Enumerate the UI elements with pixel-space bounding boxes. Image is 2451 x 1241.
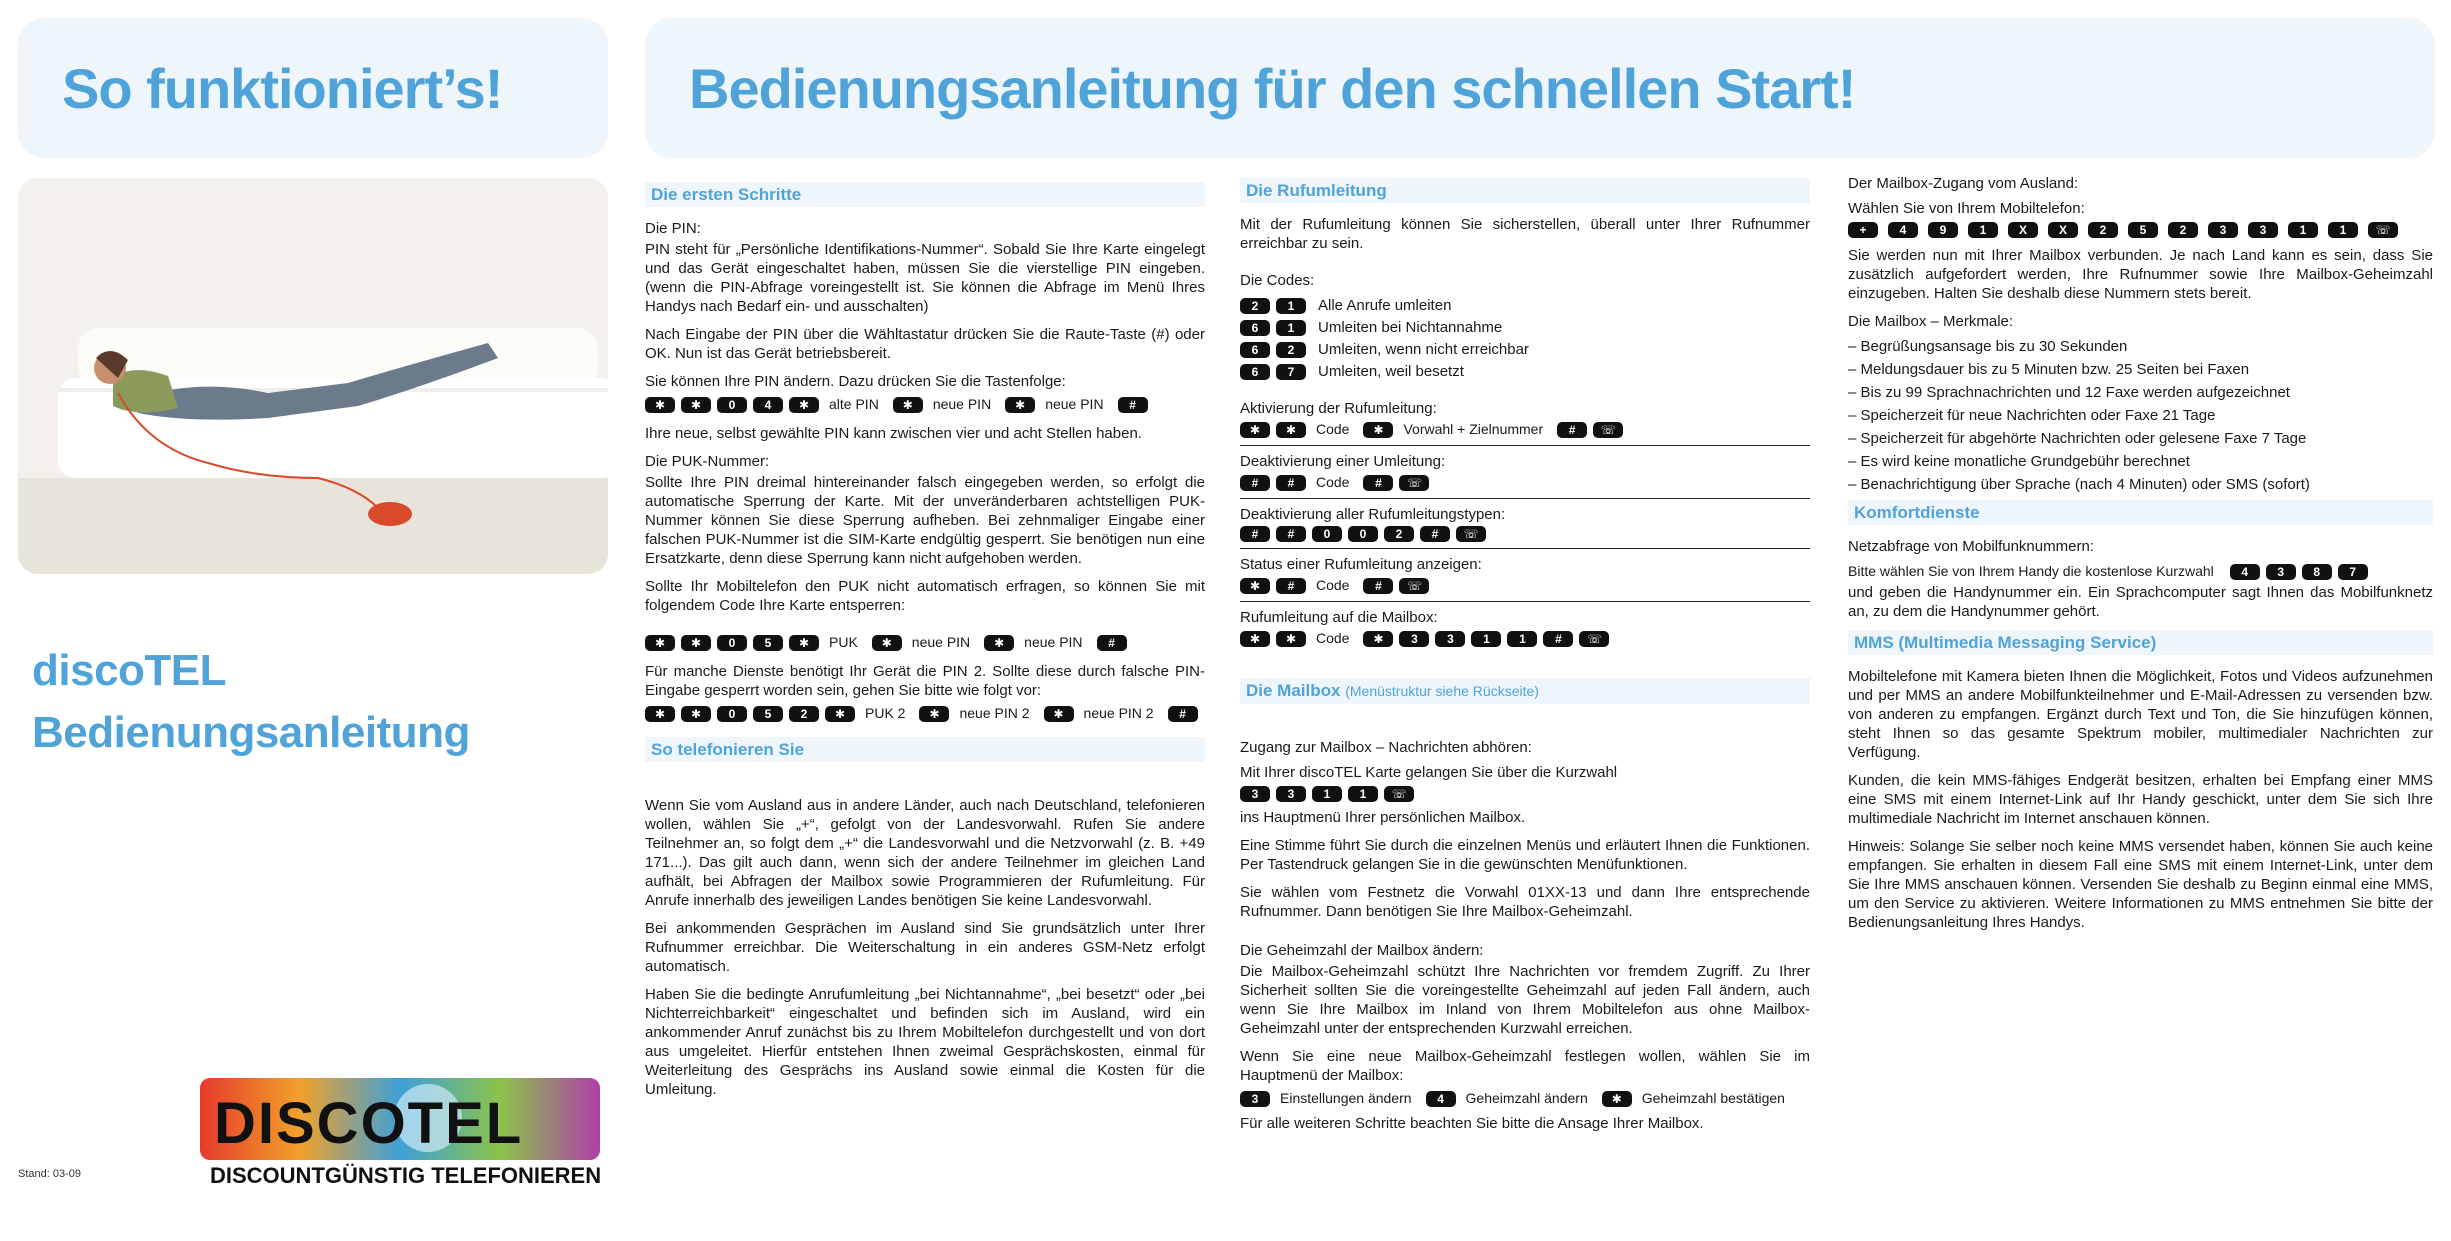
code-label: Umleiten, weil besetzt [1318, 363, 1464, 380]
right-banner-title: Bedienungsanleitung für den schnellen Start! [689, 57, 1856, 120]
key: # [1363, 475, 1393, 491]
paragraph: Bitte wählen Sie von Ihrem Handy die kostenlose Kurzwahl [1848, 563, 2214, 579]
key: # [1240, 526, 1270, 542]
key: # [1543, 631, 1573, 647]
abroad-heading: Der Mailbox-Zugang vom Ausland: [1848, 175, 2079, 192]
phone-key-icon: ☏ [1384, 786, 1414, 802]
key: ✱ [789, 635, 819, 651]
section-heading-title: Die Mailbox [1246, 681, 1341, 700]
divider [1240, 548, 1810, 549]
key: ✱ [1005, 397, 1035, 413]
key: 2 [1240, 298, 1270, 314]
code-row [1240, 318, 1810, 337]
code-row [1240, 296, 1810, 315]
key-sequence [645, 704, 1205, 723]
paragraph: Mit der Rufumleitung können Sie sicherstellen, überall unter Ihrer Rufnummer erreichbar zu sein. [1240, 216, 1810, 252]
key-sequence [1240, 473, 1810, 492]
key: ✱ [681, 706, 711, 722]
key-label: neue PIN 2 [959, 705, 1030, 721]
key-sequence [1240, 1089, 1810, 1108]
divider [1240, 445, 1810, 446]
key: 7 [2338, 564, 2368, 580]
key: # [1097, 635, 1127, 651]
key-sequence [1240, 576, 1810, 595]
key: # [1557, 422, 1587, 438]
key-label: Code [1316, 577, 1350, 593]
section-heading: Die Rufumleitung [1240, 178, 1810, 203]
paragraph: ins Hauptmenü Ihrer persönlichen Mailbox. [1240, 809, 1526, 826]
pin-heading: Die PIN: [645, 220, 701, 237]
list-item: – Speicherzeit für abgehörte Nachrichten oder gelesene Faxe 7 Tage [1848, 430, 2307, 447]
key-sequence [1240, 786, 1810, 802]
paragraph: Netzabfrage von Mobilfunknummern: [1848, 538, 2094, 555]
list-item: – Bis zu 99 Sprachnachrichten und 12 Faxe werden aufgezeichnet [1848, 384, 2290, 401]
left-banner [18, 18, 608, 158]
key: ✱ [789, 397, 819, 413]
key-label: neue PIN [911, 634, 971, 650]
key-label: PUK [829, 634, 858, 650]
paragraph: Die Mailbox-Geheimzahl schützt Ihre Nachrichten vor fremdem Zugriff. Zu Ihrer Sicherheit sollten Sie die voreingestellte Geheimzahl auf jeden Fall ändern, auch wenn Sie Ihre Mailbox im Inland von Ihrem Mobiltelefon aus ohne Mailbox-Geheimzahl unter der entsprechenden Kurzwahl erreichen. [1240, 963, 1810, 1037]
section-heading: Die ersten Schritte [645, 182, 1205, 207]
key: 1 [2328, 222, 2358, 238]
key: ✱ [645, 635, 675, 651]
key: # [1276, 578, 1306, 594]
phone-key-icon: ☏ [1579, 631, 1609, 647]
column-first-steps [645, 182, 1205, 1108]
paragraph: Haben Sie die bedingte Anrufumleitung „bei Nichtannahme“, „bei besetzt“ oder „bei Nichterreichbarkeit“ eingeschaltet und befinden sich im Ausland, wird ein ankommender Anruf zunächst bis zu Ihrem Mobiltelefon durchgestellt und von dort aus umgeleitet. Hierfür entstehen Ihnen zweimal Gesprächskosten, einmal für Weiterleitung des Gesprächs ins Ausland sowie einmal die Kosten für die Umleitung. [645, 986, 1205, 1098]
edition-date: Stand: 03-09 [18, 1168, 81, 1180]
key: 2 [2088, 222, 2118, 238]
list-item: – Begrüßungsansage bis zu 30 Sekunden [1848, 338, 2128, 355]
right-banner [645, 18, 2435, 158]
hero-photo [18, 178, 608, 574]
status-heading: Status einer Rufumleitung anzeigen: [1240, 556, 1482, 573]
key: ✱ [1240, 578, 1270, 594]
key: 4 [1426, 1091, 1456, 1107]
key: # [1118, 397, 1148, 413]
codes-list [1240, 296, 1810, 381]
paragraph: Mobiltelefone mit Kamera bieten Ihnen die Möglichkeit, Fotos und Videos aufzunehmen und per MMS an andere Mobilfunkteilnehmer und E-Mail-Adressen zu versenden bzw. von anderen zu empfangen. Ergänzt durch Text und Ton, die Sie hinzufügen können, steht Ihnen so das gesamte Spektrum mobiler, multimedialer Nachrichten zur Verfügung. [1848, 668, 2433, 761]
key: ✱ [681, 635, 711, 651]
paragraph: und geben die Handynummer ein. Ein Sprachcomputer sagt Ihnen das Mobilfunknetz an, zu dem die Handynummer gehört. [1848, 584, 2433, 620]
codes-heading: Die Codes: [1240, 272, 1315, 289]
activation-heading: Aktivierung der Rufumleitung: [1240, 400, 1437, 417]
key: ✱ [645, 706, 675, 722]
paragraph: Wählen Sie von Ihrem Mobiltelefon: [1848, 200, 2085, 217]
code-label: Alle Anrufe umleiten [1318, 297, 1452, 314]
key: 0 [1348, 526, 1378, 542]
key-label: neue PIN 2 [1083, 705, 1154, 721]
phone-key-icon: ☏ [1593, 422, 1623, 438]
divider [1240, 601, 1810, 602]
phone-key-icon: ☏ [1399, 475, 1429, 491]
paragraph: Für manche Dienste benötigt Ihr Gerät die PIN 2. Sollte diese durch falsche PIN-Eingabe gesperrt worden sein, gehen Sie bitte wie folgt vor: [645, 663, 1205, 699]
key-label: Code [1316, 630, 1350, 646]
key: 0 [1312, 526, 1342, 542]
puk-heading: Die PUK-Nummer: [645, 453, 770, 470]
key: 3 [1240, 1091, 1270, 1107]
key: 1 [1471, 631, 1501, 647]
deactivation-all-heading: Deaktivierung aller Rufumleitungstypen: [1240, 506, 1506, 523]
key: # [1276, 475, 1306, 491]
pin-change-heading: Die Geheimzahl der Mailbox ändern: [1240, 942, 1484, 959]
paragraph: Sie können Ihre PIN ändern. Dazu drücken Sie die Tastenfolge: [645, 373, 1066, 390]
key: 0 [717, 397, 747, 413]
key-sequence [1240, 526, 1810, 542]
key: ✱ [984, 635, 1014, 651]
key: 1 [1507, 631, 1537, 647]
key-sequence [1240, 629, 1810, 648]
key-sequence [1848, 562, 2433, 581]
key: X [2048, 222, 2078, 238]
key: 3 [2248, 222, 2278, 238]
key: ✱ [872, 635, 902, 651]
key: 6 [1240, 342, 1270, 358]
section-heading: So telefonieren Sie [645, 737, 1205, 762]
key: 8 [2302, 564, 2332, 580]
code-row [1240, 340, 1810, 359]
key-label: Vorwahl + Zielnummer [1403, 421, 1544, 437]
section-heading: MMS (Multimedia Messaging Service) [1848, 630, 2433, 655]
key: ✱ [645, 397, 675, 413]
key: ✱ [1602, 1091, 1632, 1107]
list-item: – Benachrichtigung über Sprache (nach 4 Minuten) oder SMS (sofort) [1848, 476, 2310, 493]
section-heading [1240, 678, 1810, 704]
key: # [1363, 578, 1393, 594]
mailbox-forward-heading: Rufumleitung auf die Mailbox: [1240, 609, 1438, 626]
key: ✱ [893, 397, 923, 413]
key: ✱ [681, 397, 711, 413]
paragraph: Wenn Sie eine neue Mailbox-Geheimzahl festlegen wollen, wählen Sie im Hauptmenü der Mailbox: [1240, 1048, 1810, 1084]
key: X [2008, 222, 2038, 238]
key: # [1420, 526, 1450, 542]
list-item: – Meldungsdauer bis zu 5 Minuten bzw. 25 Seiten bei Faxen [1848, 361, 2250, 378]
key: 3 [2266, 564, 2296, 580]
key: 1 [1348, 786, 1378, 802]
key: 6 [1240, 364, 1270, 380]
key: # [1240, 475, 1270, 491]
key: 0 [717, 706, 747, 722]
key-label: Code [1316, 421, 1350, 437]
key: 1 [1276, 298, 1306, 314]
key: 3 [1435, 631, 1465, 647]
key: ✱ [1363, 631, 1393, 647]
key: 6 [1240, 320, 1270, 336]
divider [1240, 498, 1810, 499]
key-label: PUK 2 [865, 705, 906, 721]
paragraph: PIN steht für „Persönliche Identifikations-Nummer“. Sobald Sie Ihre Karte eingelegt und das Gerät eingeschaltet haben, müssen Sie die vierstellige PIN eingeben. (wenn die PIN-Abfrage voreingestellt ist. Sie können die Abfrage im Menü Ihres Handys nach Bedarf ein- und ausschalten) [645, 241, 1205, 315]
brand-name: discoTEL [32, 646, 227, 695]
paragraph: Hinweis: Solange Sie selber noch keine MMS versendet haben, können Sie auch keine empfangen. Sie erhalten in diesem Fall eine SMS mit einem Internet-Link, unter dem Sie Ihre MMS anschauen können. Versenden Sie deshalb zu Beginn einmal eine MMS, um den Service zu aktivieren. Weitere Informationen zu MMS entnehmen Sie bitte der Bedienungsanleitung Ihres Handys. [1848, 838, 2433, 931]
paragraph: Für alle weiteren Schritte beachten Sie bitte die Ansage Ihrer Mailbox. [1240, 1115, 1704, 1132]
paragraph: Wenn Sie vom Ausland aus in andere Länder, auch nach Deutschland, telefonieren wollen, wählen Sie „+“, gefolgt von der Landesvorwahl. Rufen Sie andere Teilnehmer an, so folgt dem „+“ die Landesvorwahl und die Netzvorwahl (z. B. +49 171...). Das gilt auch dann, wenn sich der andere Teilnehmer im gleichen Land aufhält, bei Abfragen der Mailbox sowie Programmieren der Rufumleitung. Für Anrufe innerhalb des jeweiligen Landes benötigen Sie keine Landesvorwahl. [645, 797, 1205, 909]
key: 3 [1240, 786, 1270, 802]
key-sequence [645, 395, 1205, 414]
key: ✱ [1240, 422, 1270, 438]
key-sequence [645, 633, 1205, 652]
key-label: alte PIN [829, 396, 879, 412]
key: ✱ [919, 706, 949, 722]
key-label: Geheimzahl ändern [1465, 1090, 1588, 1106]
paragraph: Sie werden nun mit Ihrer Mailbox verbunden. Je nach Land kann es sein, dass Sie zusätzlich aufgefordert werden, Ihre Rufnummer sowie Ihre Mailbox-Geheimzahl einzugeben. Halten Sie deshalb diese Nummern stets bereit. [1848, 247, 2433, 302]
key: # [1168, 706, 1198, 722]
column-call-forwarding [1240, 178, 1810, 1142]
key: 2 [1384, 526, 1414, 542]
features-heading: Die Mailbox – Merkmale: [1848, 313, 2014, 330]
paragraph: Sie wählen vom Festnetz die Vorwahl 01XX-13 und dann Ihre entsprechende Rufnummer. Dann benötigen Sie Ihre Mailbox-Geheimzahl. [1240, 884, 1810, 920]
key: # [1276, 526, 1306, 542]
deactivation-heading: Deaktivierung einer Umleitung: [1240, 453, 1446, 470]
code-row [1240, 362, 1810, 381]
key: ✱ [1276, 422, 1306, 438]
key: 5 [2128, 222, 2158, 238]
key: 3 [2208, 222, 2238, 238]
key-sequence [1240, 420, 1810, 439]
key: 3 [1399, 631, 1429, 647]
phone-key-icon: ☏ [2368, 222, 2398, 238]
paragraph: Sollte Ihre PIN dreimal hintereinander falsch eingegeben werden, so erfolgt die automatische Sperrung der Karte. Mit der unveränderbaren achtstelligen PUK-Nummer können Sie diese Sperrung aufheben. Bei zehnmaliger Eingabe einer falschen PUK-Nummer ist die SIM-Karte endgültig gesperrt. Sie benötigen nun eine Ersatzkarte, denn diese Sperrung kann nicht aufgehoben werden. [645, 474, 1205, 567]
key-label: neue PIN [1024, 634, 1083, 650]
logo-wordmark: DISCOTEL [214, 1091, 524, 1156]
phone-key-icon: ☏ [1399, 578, 1429, 594]
key: 2 [1276, 342, 1306, 358]
paragraph: Bei ankommenden Gesprächen im Ausland sind Sie grundsätzlich unter Ihrer Rufnummer erreichbar. Die Weiterschaltung in ein anderes GSM-Netz erfolgt automatisch. [645, 920, 1205, 975]
logo-tagline: DISCOUNTGÜNSTIG TELEFONIEREN [210, 1163, 602, 1188]
key: ✱ [1240, 631, 1270, 647]
woman-on-sofa-illustration [18, 178, 608, 574]
key: 5 [753, 706, 783, 722]
features-list [1848, 337, 2433, 494]
section-heading-note: (Menüstruktur siehe Rückseite) [1345, 683, 1539, 699]
paragraph: Zugang zur Mailbox – Nachrichten abhören: [1240, 739, 1532, 756]
list-item: – Es wird keine monatliche Grundgebühr berechnet [1848, 453, 2190, 470]
key: 4 [1888, 222, 1918, 238]
key: 5 [753, 635, 783, 651]
code-label: Umleiten, wenn nicht erreichbar [1318, 341, 1529, 358]
paragraph: Ihre neue, selbst gewählte PIN kann zwischen vier und acht Stellen haben. [645, 425, 1142, 442]
paragraph: Kunden, die kein MMS-fähiges Endgerät besitzen, erhalten bei Empfang einer MMS eine SMS mit einem Internet-Link auf Ihr Handy geschickt, unter dem Sie sich Ihre multimediale Nachricht im Internet anschauen können. [1848, 772, 2433, 827]
key: 2 [2168, 222, 2198, 238]
key: 1 [1276, 320, 1306, 336]
key: 1 [1312, 786, 1342, 802]
brand-subtitle: Bedienungsanleitung [32, 708, 470, 757]
key: 4 [2230, 564, 2260, 580]
paragraph: Eine Stimme führt Sie durch die einzelnen Menüs und erläutert Ihnen die Funktionen. Per Tastendruck gelangen Sie in die gewünschten Menüfunktionen. [1240, 837, 1810, 873]
section-heading: Komfortdienste [1848, 500, 2433, 525]
column-mailbox-services [1848, 174, 2433, 941]
key-label: Einstellungen ändern [1280, 1090, 1412, 1106]
key: 4 [753, 397, 783, 413]
key-label: Geheimzahl bestätigen [1641, 1090, 1785, 1106]
key-sequence [1848, 222, 2433, 238]
left-banner-title: So funktioniert’s! [62, 57, 503, 120]
key-label: neue PIN [932, 396, 992, 412]
key: ✱ [1363, 422, 1393, 438]
paragraph: Sollte Ihr Mobiltelefon den PUK nicht automatisch erfragen, so können Sie mit folgendem Code Ihre Karte entsperren: [645, 578, 1205, 614]
key: ✱ [1276, 631, 1306, 647]
key: 3 [1276, 786, 1306, 802]
key: ✱ [1044, 706, 1074, 722]
key: 1 [2288, 222, 2318, 238]
key: 9 [1928, 222, 1958, 238]
key-label: neue PIN [1045, 396, 1104, 412]
phone-key-icon: ☏ [1456, 526, 1486, 542]
list-item: – Speicherzeit für neue Nachrichten oder Faxe 21 Tage [1848, 407, 2216, 424]
key: ✱ [825, 706, 855, 722]
key: + [1848, 222, 1878, 238]
key: 1 [1968, 222, 1998, 238]
paragraph: Nach Eingabe der PIN über die Wähltastatur drücken Sie die Raute-Taste (#) oder OK. Nun ist das Gerät betriebsbereit. [645, 326, 1205, 362]
key-label: Code [1316, 474, 1350, 490]
code-label: Umleiten bei Nichtannahme [1318, 319, 1503, 336]
paragraph: Mit Ihrer discoTEL Karte gelangen Sie über die Kurzwahl [1240, 764, 1618, 781]
key: 0 [717, 635, 747, 651]
key: 7 [1276, 364, 1306, 380]
key: 2 [789, 706, 819, 722]
